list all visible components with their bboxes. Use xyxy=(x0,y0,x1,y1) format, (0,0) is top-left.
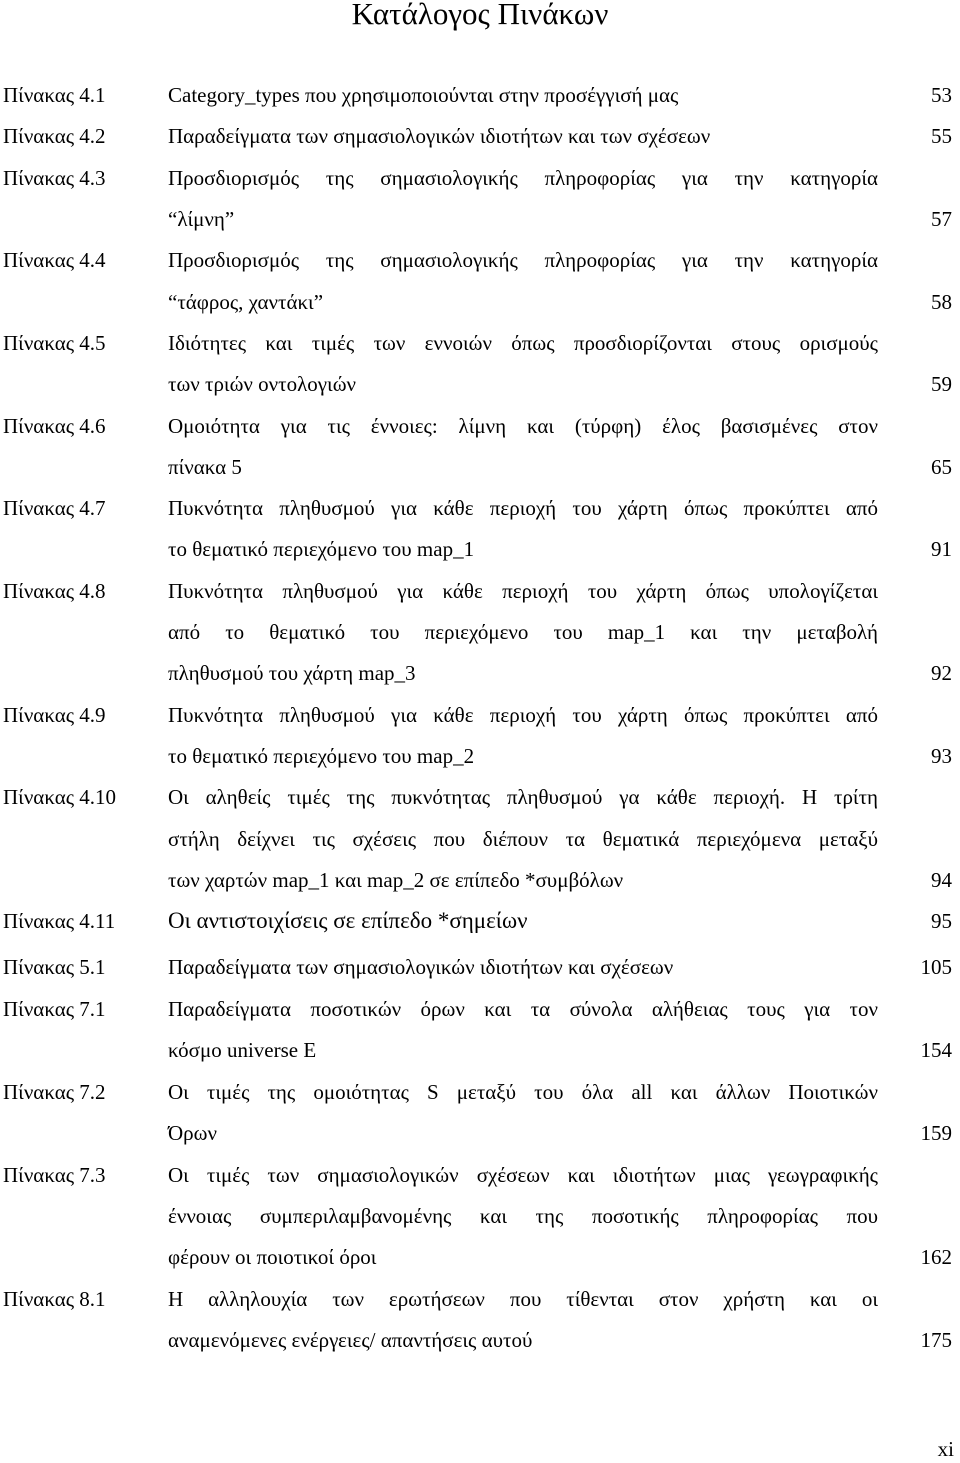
toc-entry xyxy=(0,409,960,443)
toc-entry-continuation xyxy=(0,739,960,773)
entry-text: από το θεματικό του περιεχόμενο του map_1 και την μεταβολή xyxy=(168,620,878,644)
entry-label: Πίνακας 8.1 xyxy=(3,1287,106,1311)
toc-entry xyxy=(0,326,960,360)
entry-page: 55 xyxy=(931,124,952,148)
toc-entry xyxy=(0,243,960,277)
entry-text: το θεματικό περιεχόμενο του map_1 xyxy=(168,537,475,561)
toc-entry-continuation xyxy=(0,863,960,897)
entry-text: Προσδιορισμός της σημασιολογικής πληροφορίας για την κατηγορία xyxy=(168,166,878,190)
entry-label: Πίνακας 7.1 xyxy=(3,997,106,1021)
toc-entry xyxy=(0,574,960,608)
entry-text: Παραδείγματα των σημασιολογικών ιδιοτήτων και των σχέσεων xyxy=(168,124,711,148)
entry-text: το θεματικό περιεχόμενο του map_2 xyxy=(168,744,475,768)
entry-text: Πυκνότητα πληθυσμού για κάθε περιοχή του χάρτη όπως προκύπτει από xyxy=(168,703,878,727)
entry-text: Πυκνότητα πληθυσμού για κάθε περιοχή του χάρτη όπως προκύπτει από xyxy=(168,496,878,520)
toc-entry-continuation xyxy=(0,1240,960,1274)
entry-text: Ιδιότητες και τιμές των εννοιών όπως προσδιορίζονται στους ορισμούς xyxy=(168,331,878,355)
entry-text: Πυκνότητα πληθυσμού για κάθε περιοχή του χάρτη όπως υπολογίζεται xyxy=(168,579,878,603)
toc-entry-continuation xyxy=(0,1199,960,1233)
entry-text: “τάφρος, χαντάκι” xyxy=(168,290,324,314)
entry-text: Ομοιότητα για τις έννοιες: λίμνη και (τύρφη) έλος βασισμένες στον xyxy=(168,414,878,438)
entry-text: Η αλληλουχία των ερωτήσεων που τίθενται στον χρήστη και οι xyxy=(168,1287,878,1311)
entry-page: 53 xyxy=(931,83,952,107)
entry-text: Προσδιορισμός της σημασιολογικής πληροφορίας για την κατηγορία xyxy=(168,248,878,272)
toc-entry-continuation xyxy=(0,285,960,319)
entry-text: Οι αντιστοιχίσεις σε επίπεδο *σημείων xyxy=(168,908,528,933)
page-title: Κατάλογος Πινάκων xyxy=(351,0,609,31)
entry-label: Πίνακας 4.4 xyxy=(3,248,106,272)
entry-label: Πίνακας 7.2 xyxy=(3,1080,106,1104)
entry-text: έννοιας συμπεριλαμβανομένης και της ποσοτικής πληροφορίας που xyxy=(168,1204,878,1228)
entry-page: 154 xyxy=(920,1038,952,1062)
entry-text: πληθυσμού του χάρτη map_3 xyxy=(168,661,416,685)
toc-entry xyxy=(0,904,960,938)
entry-label: Πίνακας 7.3 xyxy=(3,1163,106,1187)
entry-text: αναμενόμενες ενέργειες/ απαντήσεις αυτού xyxy=(168,1328,533,1352)
entry-label: Πίνακας 4.5 xyxy=(3,331,106,355)
entry-label: Πίνακας 4.8 xyxy=(3,579,106,603)
entry-label: Πίνακας 4.1 xyxy=(3,83,106,107)
toc-entry xyxy=(0,161,960,195)
toc-entry-continuation xyxy=(0,367,960,401)
toc-entry-continuation xyxy=(0,1116,960,1150)
entry-page: 159 xyxy=(920,1121,952,1145)
entry-page: 91 xyxy=(931,537,952,561)
entry-label: Πίνακας 4.3 xyxy=(3,166,106,190)
toc-entry-continuation xyxy=(0,656,960,690)
toc-entry xyxy=(0,1075,960,1109)
entry-page: 162 xyxy=(920,1245,952,1269)
entry-label: Πίνακας 5.1 xyxy=(3,955,106,979)
entry-page: 94 xyxy=(931,868,952,892)
entry-text: στήλη δείχνει τις σχέσεις που διέπουν τα θεματικά περιεχόμενα μεταξύ xyxy=(168,827,878,851)
toc-entry xyxy=(0,698,960,732)
toc-entry xyxy=(0,780,960,814)
entry-text: “λίμνη” xyxy=(168,207,235,231)
toc-entry xyxy=(0,1282,960,1316)
toc-entry xyxy=(0,992,960,1026)
entry-text: Παραδείγματα ποσοτικών όρων και τα σύνολα αλήθειας τους για τον xyxy=(168,997,878,1021)
toc-entry-continuation xyxy=(0,822,960,856)
entry-text: Οι τιμές της ομοιότητας S μεταξύ του όλα all και άλλων Ποιοτικών xyxy=(168,1080,878,1104)
page-number: xi xyxy=(937,1437,954,1461)
entry-text: κόσμο universe E xyxy=(168,1038,317,1062)
toc-entry xyxy=(0,491,960,525)
entry-label: Πίνακας 4.7 xyxy=(3,496,106,520)
toc-entry-continuation xyxy=(0,1033,960,1067)
entry-page: 65 xyxy=(931,455,952,479)
toc-entry xyxy=(0,78,960,112)
entry-label: Πίνακας 4.10 xyxy=(3,785,117,809)
entry-text: φέρουν οι ποιοτικοί όροι xyxy=(168,1245,377,1269)
entry-page: 95 xyxy=(931,909,952,933)
entry-page: 57 xyxy=(931,207,952,231)
entry-label: Πίνακας 4.6 xyxy=(3,414,106,438)
entry-page: 175 xyxy=(920,1328,952,1352)
toc-entry xyxy=(0,950,960,984)
entry-page: 105 xyxy=(920,955,952,979)
entry-text: Category_types που χρησιμοποιούνται στην προσέγγισή μας xyxy=(168,83,679,107)
toc-entry-continuation xyxy=(0,1323,960,1357)
entry-page: 93 xyxy=(931,744,952,768)
entry-text: Όρων xyxy=(168,1121,217,1145)
entry-page: 59 xyxy=(931,372,952,396)
entry-text: πίνακα 5 xyxy=(168,455,242,479)
entry-text: Παραδείγματα των σημασιολογικών ιδιοτήτων και σχέσεων xyxy=(168,955,674,979)
toc-entry xyxy=(0,119,960,153)
toc-entry xyxy=(0,1158,960,1192)
entry-page: 92 xyxy=(931,661,952,685)
toc-entry-continuation xyxy=(0,202,960,236)
toc-entry-continuation xyxy=(0,450,960,484)
entry-text: Οι αληθείς τιμές της πυκνότητας πληθυσμού γα κάθε περιοχή. Η τρίτη xyxy=(168,785,878,809)
entry-label: Πίνακας 4.2 xyxy=(3,124,106,148)
entry-text: Οι τιμές των σημασιολογικών σχέσεων και ιδιοτήτων μιας γεωγραφικής xyxy=(168,1163,878,1187)
entry-text: των χαρτών map_1 και map_2 σε επίπεδο *συμβόλων xyxy=(168,868,624,892)
entry-label: Πίνακας 4.9 xyxy=(3,703,106,727)
toc-entry-continuation xyxy=(0,532,960,566)
entry-text: των τριών οντολογιών xyxy=(168,372,357,396)
entry-page: 58 xyxy=(931,290,952,314)
toc-entry-continuation xyxy=(0,615,960,649)
entry-label: Πίνακας 4.11 xyxy=(3,909,116,933)
